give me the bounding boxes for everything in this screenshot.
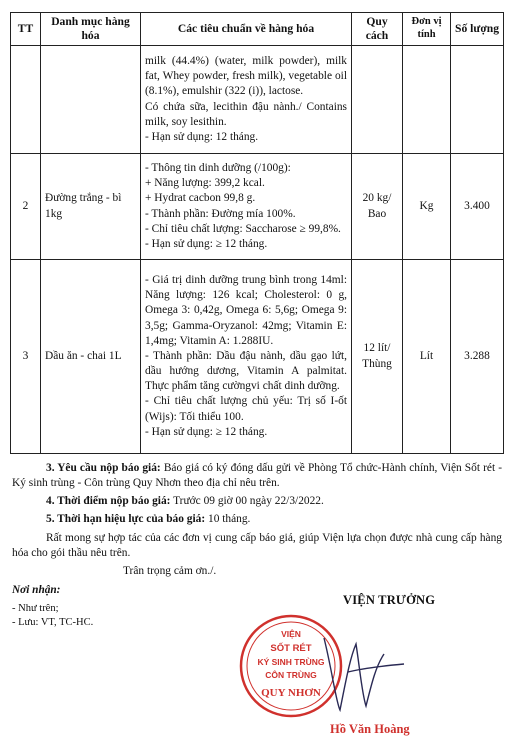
closing-paragraph: Rất mong sự hợp tác của các đơn vị cung cấp báo giá, giúp Viện lựa chọn được nhà cung cấp hàng hóa cho gói thầu nêu trên. [12, 532, 502, 560]
row2-tt: 2 [11, 154, 41, 260]
recipient-item: - Lưu: VT, TC-HC. [12, 616, 94, 628]
spec-line: - Hạn sử dụng: 12 tháng. [145, 130, 259, 143]
spec-line: - Giá trị dinh dưỡng trung bình trong 14ml: Năng lượng: 126 kcal; Cholesterol: 0 g, Omega 3: 0,42g, Omega 6: 5,6g; Omega 9: 3,5g; Gamma-Oryzanol: 42mg; Vitamin E: 1,4mg; Vitamin A: 1.288IU. [145, 274, 347, 347]
row3-category: Dầu ăn - chai 1L [41, 260, 141, 454]
recipient-item: - Như trên; [12, 603, 59, 615]
spec-line: + Năng lượng: 399,2 kcal. [145, 177, 265, 190]
spec-line: - Thông tin dinh dưỡng (/100g): [145, 162, 291, 175]
svg-text:CÔN TRÙNG: CÔN TRÙNG [265, 670, 317, 680]
row3-packing: 12 lít/ Thùng [352, 260, 403, 454]
svg-text:KÝ SINH TRÙNG: KÝ SINH TRÙNG [257, 657, 325, 667]
header-tt: TT [11, 13, 41, 46]
signer-title: VIỆN TRƯỞNG [343, 593, 436, 607]
svg-text:SỐT RÉT: SỐT RÉT [270, 643, 312, 654]
official-seal [236, 610, 416, 722]
recipients-block [12, 583, 93, 630]
svg-text:VIỆN: VIỆN [281, 629, 301, 639]
row2-quantity: 3.400 [451, 154, 504, 260]
row3-quantity: 3.288 [451, 260, 504, 454]
spec-line: Có chứa sữa, lecithin đậu nành./ Contains milk, soy lesithin. [145, 100, 347, 128]
table-row [11, 154, 504, 260]
section-3-title: 3. Yêu cầu nộp báo giá: [46, 462, 161, 474]
recipients-heading: Nơi nhận: [12, 584, 61, 596]
spec-line: - Hạn sử dụng: ≥ 12 tháng. [145, 425, 268, 438]
goods-table [10, 12, 504, 454]
spec-line: milk (44.4%) (water, milk powder), milk fat, Whey powder, fresh milk), vegetable oil (8.1%), emulshir (322 (i)), lactose. [145, 55, 347, 98]
table-row [11, 46, 504, 154]
spec-line: - Thành phần: Dầu đậu nành, dầu gạo lứt, dầu hướng dương, Vitamin A palmitat. Thực phẩm tăng cườngvi chất dinh dưỡng. [145, 349, 347, 393]
closing-thanks: Trân trọng cảm ơn./. [123, 565, 217, 577]
section-5 [12, 512, 502, 527]
section-5-text: 10 tháng. [208, 513, 251, 525]
row3-unit: Lít [403, 260, 451, 454]
spec-line: - Thành phần: Đường mía 100%. [145, 207, 296, 220]
row2-packing: 20 kg/ Bao [352, 154, 403, 260]
spec-line: + Hydrat cacbon 99,8 g. [145, 192, 256, 205]
section-3 [12, 461, 502, 491]
svg-text:QUY NHƠN: QUY NHƠN [261, 687, 321, 699]
row2-specs [141, 154, 352, 260]
spec-line: - Hạn sử dụng: ≥ 12 tháng. [145, 237, 268, 250]
header-packing: Quy cách [352, 13, 403, 46]
spec-line: - Chỉ tiêu chất lượng chủ yếu: Trị số I-ốt (Wijs): Tối thiểu 100. [145, 395, 347, 423]
section-4-text: Trước 09 giờ 00 ngày 22/3/2022. [173, 495, 324, 507]
row2-category: Đường trắng - bì 1kg [41, 154, 141, 260]
row1-specs [141, 46, 352, 154]
section-5-title: 5. Thời hạn hiệu lực của báo giá: [46, 513, 206, 525]
row2-unit: Kg [403, 154, 451, 260]
header-unit: Đơn vị tính [403, 13, 451, 46]
signer-name: Hồ Văn Hoàng [330, 722, 410, 736]
spec-line: - Chỉ tiêu chất lượng: Saccharose ≥ 99,8%. [145, 222, 341, 235]
section-3-text: Báo giá có ký đóng dấu gửi về Phòng Tổ chức-Hành chính, Viện Sốt rét - Ký sinh trùng - Côn trùng Quy Nhơn theo địa chỉ nêu trên. [12, 462, 502, 490]
table-header-row [11, 13, 504, 46]
section-4 [12, 494, 502, 509]
table-row [11, 260, 504, 454]
section-4-title: 4. Thời điểm nộp báo giá: [46, 495, 171, 507]
header-category: Danh mục hàng hóa [41, 13, 141, 46]
header-quantity: Số lượng [451, 13, 504, 46]
header-standards: Các tiêu chuẩn về hàng hóa [141, 13, 352, 46]
handwritten-signature [324, 638, 404, 710]
row3-tt: 3 [11, 260, 41, 454]
row3-specs [141, 260, 352, 454]
